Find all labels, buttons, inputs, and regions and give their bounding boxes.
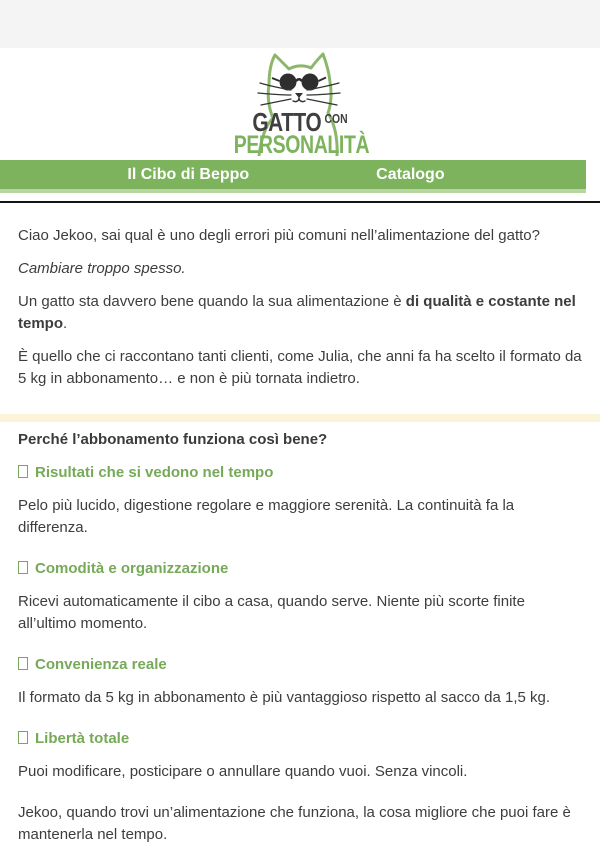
missing-emoji-icon (18, 465, 28, 478)
missing-emoji-icon (18, 657, 28, 670)
benefit-block-convenience (18, 558, 582, 635)
nav-item-catalogo[interactable]: Catalogo (376, 165, 445, 183)
missing-emoji-icon (18, 561, 28, 574)
benefit-block-results (18, 462, 582, 539)
benefit-text: Il formato da 5 kg in abbonamento è più vantaggioso rispetto al sacco da 1,5 kg. (18, 689, 551, 706)
logo-word-con: CON (324, 111, 348, 126)
benefit-title: Risultati che si vedono nel tempo (18, 462, 582, 484)
closing-paragraph: Jekoo, quando trovi un’alimentazione che funziona, la cosa migliore che puoi fare è mantenerla nel tempo. (18, 804, 571, 843)
benefit-title: Convenienza reale (18, 654, 582, 676)
brand-logo (215, 48, 385, 160)
logo-wordmark-bottom: PERSONALITÀ (233, 131, 370, 159)
missing-emoji-icon (18, 731, 28, 744)
benefit-title: Libertà totale (18, 728, 582, 750)
benefit-block-value (18, 654, 582, 709)
quality-paragraph: Un gatto sta davvero bene quando la sua alimentazione è di qualità e costante nel tempo. (18, 293, 576, 332)
benefit-title: Comodità e organizzazione (18, 558, 582, 580)
nav-item-il-cibo-di-beppo[interactable]: Il Cibo di Beppo (127, 165, 250, 183)
section-heading: Perché l’abbonamento funziona così bene? (18, 431, 328, 448)
julia-paragraph: È quello che ci raccontano tanti clienti, come Julia, che anni fa ha scelto il formato da 5 kg in abbonamento… e non è più tornata indietro. (18, 348, 582, 387)
intro-paragraph: Ciao Jekoo, sai qual è uno degli errori più comuni nell’alimentazione del gatto? (18, 227, 540, 244)
logo-word-gatto: GATTO (252, 107, 322, 137)
logo-area (0, 48, 600, 160)
cat-nose-mouth (293, 93, 305, 102)
email-body (0, 203, 600, 846)
italic-paragraph: Cambiare troppo spesso. (18, 260, 186, 277)
nav-bottom-gap (0, 193, 600, 201)
cream-divider (0, 414, 600, 422)
benefit-text: Pelo più lucido, digestione regolare e maggiore serenità. La continuità fa la differenza. (18, 497, 515, 536)
top-gray-band (0, 0, 600, 48)
benefit-text: Ricevi automaticamente il cibo a casa, quando serve. Niente più scorte finite all’ultimo momento. (18, 593, 525, 632)
nav-bar (0, 160, 586, 193)
benefit-block-freedom (18, 728, 582, 783)
benefit-text: Puoi modificare, posticipare o annullare quando vuoi. Senza vincoli. (18, 763, 468, 780)
